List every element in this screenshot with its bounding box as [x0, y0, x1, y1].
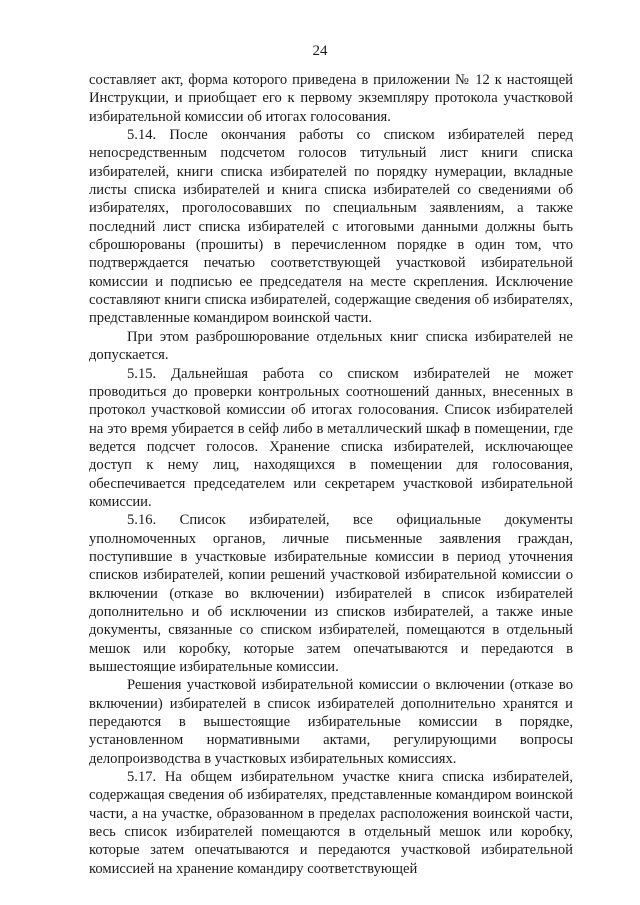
paragraph-5-17: 5.17. На общем избирательном участке книга списка избирателей, содержащая сведения об избирателях, представленные командиром воинской части, а на участке, образованном в пределах расположения воинской части, весь список избирателей помещаются в отдельный мешок или коробку, которые затем опечатываются и передаются участковой избирательной комиссией на хранение командиру соответствующей — [89, 769, 573, 877]
paragraph-5-14: 5.14. После окончания работы со списком избирателей перед непосредственным подсчетом голосов титульный лист книги списка избирателей, книги списка избирателей по порядку нумерации, вкладные листы списка избирателей и книга списка избирателей со сведениями об избирателях, проголосовавших по специальным заявлениям, а также последний лист списка избирателей с итоговыми данными должны быть сброшюрованы (прошиты) в перечисленном порядке в один том, что подтверждается печатью соответствующей участковой избирательной комиссии и подписью ее председателя на месте скрепления. Исключение составляют книги списка избирателей, содержащие сведения об избирателях, представленные командиром воинской части. — [89, 127, 573, 327]
paragraph-5-16: 5.16. Список избирателей, все официальные документы уполномоченных органов, личные письменные заявления граждан, поступившие в участковые избирательные комиссии в период уточнения списков избирателей, копии решений участковой избирательной комиссии о включении (отказе во включении) избирателей в список избирателей дополнительно и об исключении из списков избирателей, а также иные документы, связанные со списком избирателей, помещаются в отдельный мешок или коробку, которые затем опечатываются и передаются в вышестоящие избирательные комиссии. — [89, 512, 573, 675]
paragraph-5-15: 5.15. Дальнейшая работа со списком избирателей не может проводиться до проверки контрольных соотношений данных, внесенных в протокол участковой комиссии об итогах голосования. Список избирателей на это время убирается в сейф либо в металлический шкаф в помещении, где ведется подсчет голосов. Хранение списка избирателей, исключающее доступ к нему лиц, находящихся в помещении для голосования, обеспечивается председателем или секретарем участковой избирательной комиссии. — [89, 365, 573, 510]
document-body — [89, 71, 573, 878]
page-number: 24 — [312, 43, 328, 59]
paragraph-5-16-decisions: Решения участковой избирательной комиссии о включении (отказе во включении) избирателей в список избирателей дополнительно хранятся и передаются в вышестоящие избирательные комиссии в порядке, установленном нормативными актами, регулирующими вопросы делопроизводства в участковых избирательных комиссиях. — [89, 677, 573, 767]
paragraph-continuation: составляет акт, форма которого приведена в приложении № 12 к настоящей Инструкции, и приобщает его к первому экземпляру протокола участковой избирательной комиссии об итогах голосования. — [89, 72, 573, 125]
paragraph-5-14-note: При этом разброшюрование отдельных книг списка избирателей не допускается. — [89, 328, 573, 364]
